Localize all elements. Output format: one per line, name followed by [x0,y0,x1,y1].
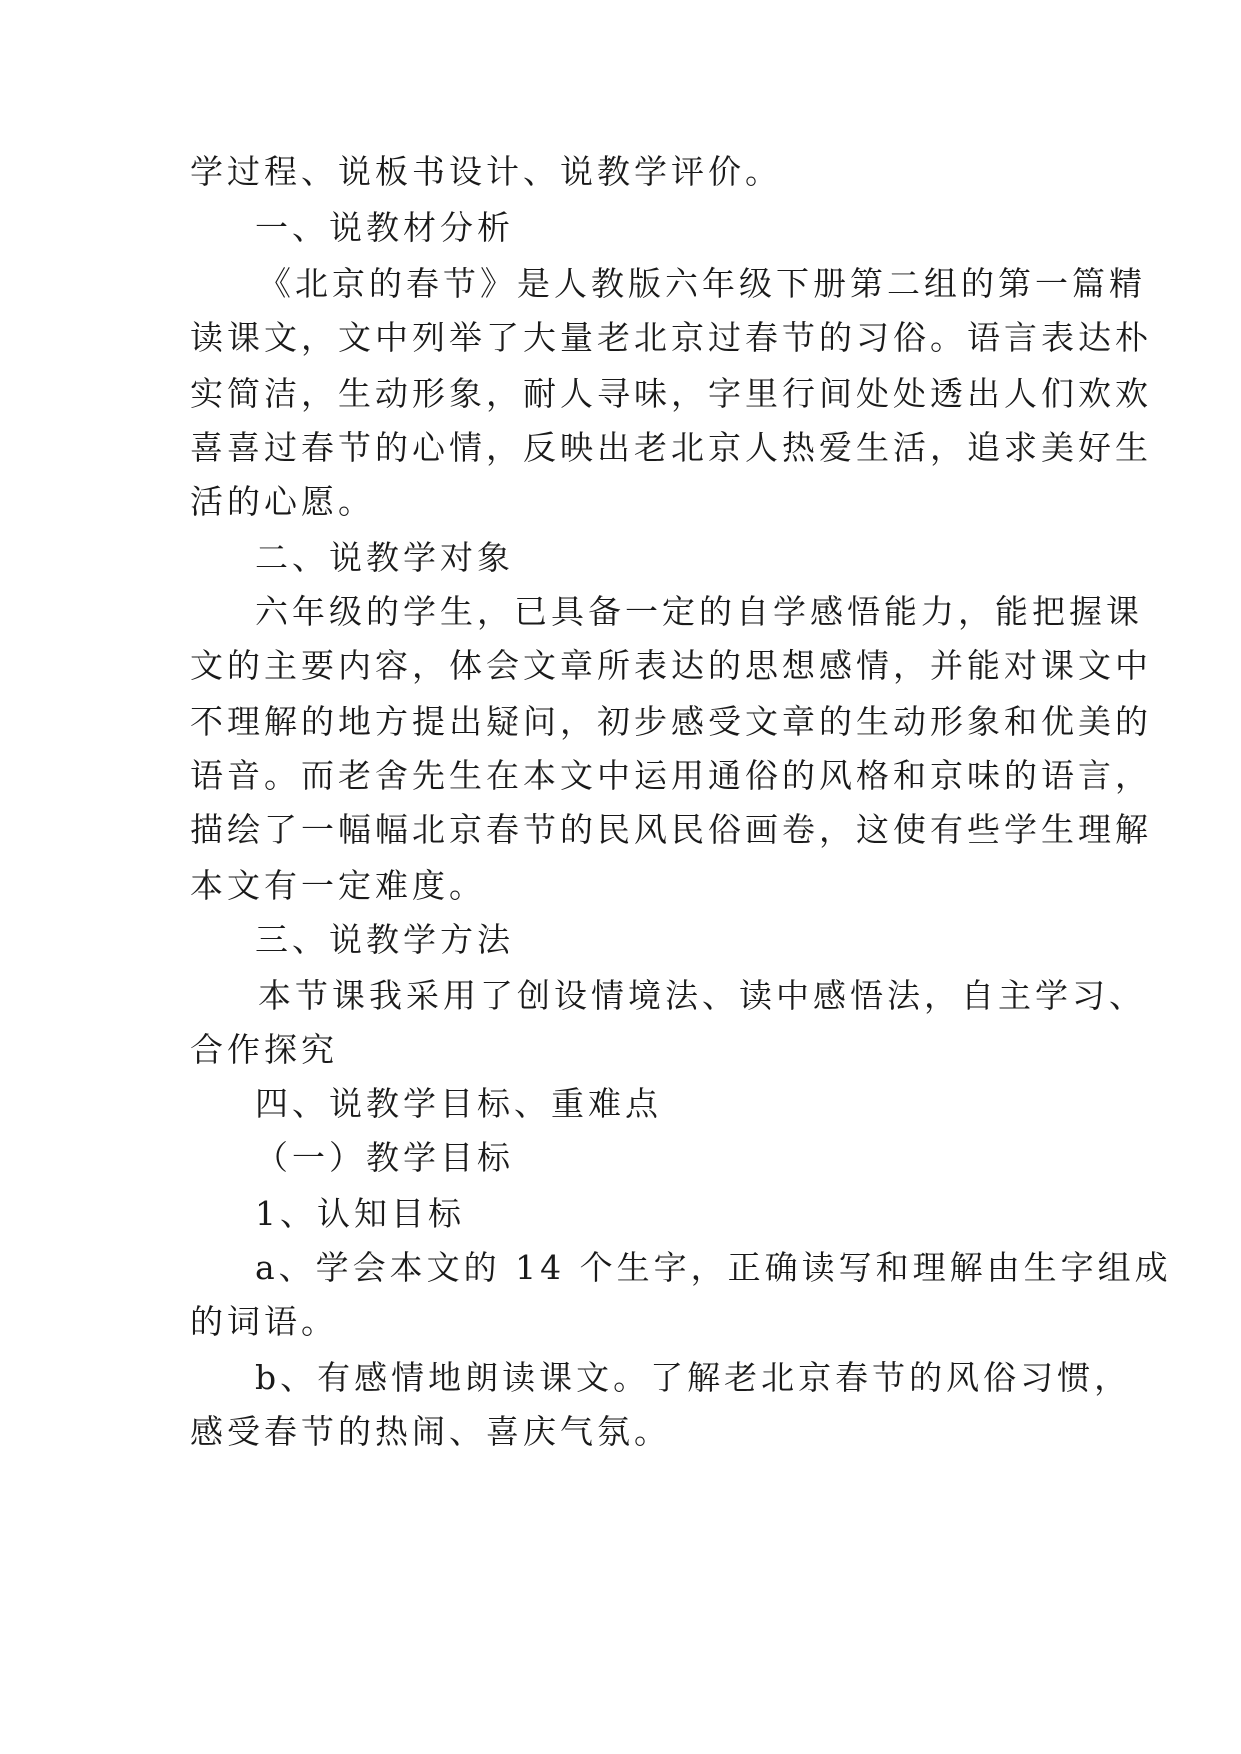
text-line: 活的心愿。 [190,482,375,521]
text-line: 描绘了一幅幅北京春节的民风民俗画卷，这使有些学生理解 [190,810,1152,849]
text-line: 合作探究 [190,1030,338,1069]
text-line: 的词语。 [190,1302,338,1341]
subsection-heading: （一）教学目标 [255,1138,514,1177]
text-line: 读课文，文中列举了大量老北京过春节的习俗。语言表达朴 [190,318,1152,357]
section-heading: 三、说教学方法 [255,920,514,959]
text-line: 喜喜过春节的心情，反映出老北京人热爱生活，追求美好生 [190,428,1152,467]
section-heading: 一、说教材分析 [255,208,514,247]
text-line: 本文有一定难度。 [190,866,486,905]
text-line: 实简洁，生动形象，耐人寻味，字里行间处处透出人们欢欢 [190,374,1152,413]
subsection-heading: 1、认知目标 [255,1194,465,1233]
list-item: b、有感情地朗读课文。了解老北京春节的风俗习惯， [255,1358,1132,1397]
list-item: a、学会本文的 14 个生字，正确读写和理解由生字组成 [255,1248,1172,1287]
text-line: 语音。而老舍先生在本文中运用通俗的风格和京味的语言， [190,756,1152,795]
section-heading: 二、说教学对象 [255,538,514,577]
text-line: 《北京的春节》是人教版六年级下册第二组的第一篇精 [258,264,1146,303]
text-line: 不理解的地方提出疑问，初步感受文章的生动形象和优美的 [190,702,1152,741]
text-line: 学过程、说板书设计、说教学评价。 [190,152,782,191]
text-line: 六年级的学生，已具备一定的自学感悟能力，能把握课 [255,592,1143,631]
text-line: 感受春节的热闹、喜庆气氛。 [190,1412,671,1451]
text-line: 文的主要内容，体会文章所表达的思想感情，并能对课文中 [190,646,1152,685]
text-line: 本节课我采用了创设情境法、读中感悟法，自主学习、 [258,976,1146,1015]
section-heading: 四、说教学目标、重难点 [255,1084,662,1123]
